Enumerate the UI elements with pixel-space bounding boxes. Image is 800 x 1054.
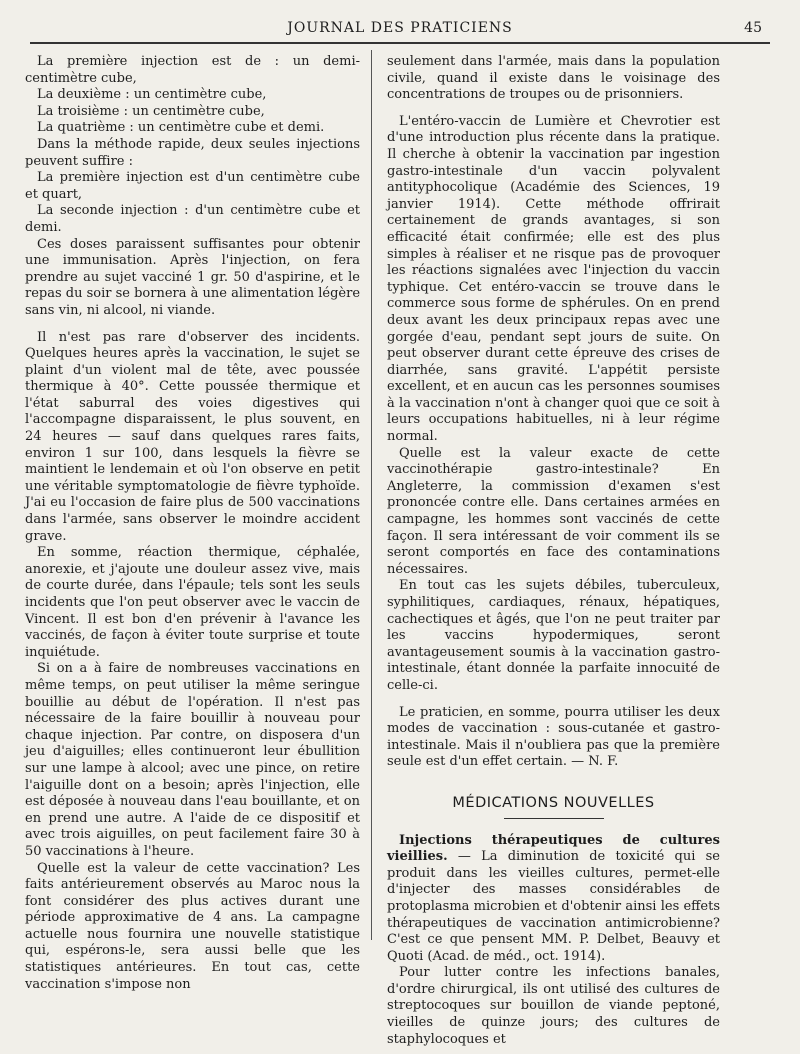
left-paragraph: La deuxième : un centimètre cube, xyxy=(37,87,267,103)
page-header xyxy=(30,14,770,44)
journal-title: JOURNAL DES PRATICIENS xyxy=(287,20,513,36)
column-divider xyxy=(371,50,372,940)
right-column xyxy=(387,54,720,1048)
left-paragraph: La première injection est d'un centimètre cube et quart, xyxy=(25,170,360,202)
left-paragraph: Dans la méthode rapide, deux seules injections peuvent suffire : xyxy=(25,136,360,169)
left-paragraph: En somme, réaction thermique, céphalée, anorexie, et j'ajoute une douleur assez vive, mais de courte durée, dans l'épaule; tels sont les seuls incidents que l'on peut observer avec le vaccin de Vincent. Il est bon d'en prévenir à l'avance les vaccinés, de façon à éviter toute surprise et toute inquiétude. xyxy=(25,545,360,660)
left-paragraph: La quatrième : un centimètre cube et demi. xyxy=(37,120,325,136)
right-paragraph: En tout cas les sujets débiles, tuberculeux, syphilitiques, cardiaques, rénaux, hépatiques, cachectiques et âgés, que l'on ne peut traiter par les vaccins hypodermiques, seront avantageusement soumis à la vaccination gastro-intestinale, étant donnée la parfaite innocuité de celle-ci. xyxy=(387,578,720,693)
left-paragraph: Quelle est la valeur de cette vaccination? Les faits antérieurement observés au Maroc nous la font considérer des plus actives durant une période approximative de 4 ans. La campagne actuelle nous fournira une nouvelle statistique qui, espérons-le, sera aussi belle que les statistiques antérieures. En tout cas, cette vaccination s'impose non xyxy=(25,860,360,992)
right-paragraph: Quelle est la valeur exacte de cette vaccinothérapie gastro-intestinale? En Angleterre, la commission d'examen s'est prononcée contre elle. Dans certaines armées en campagne, les hommes sont vaccinés de cette façon. Il sera intéressant de voir comment ils se seront comportés en face des contaminations nécessaires. xyxy=(387,445,720,577)
right-paragraph: Le praticien, en somme, pourra utiliser les deux modes de vaccination : sous-cutanée et gastro-intestinale. Mais il n'oubliera pas que la première seule est d'un effet certain. — N. F. xyxy=(387,704,720,770)
page-number: 45 xyxy=(744,20,762,36)
right-paragraph: seulement dans l'armée, mais dans la population civile, quand il existe dans le voisinage des concentrations de troupes ou de prisonniers. xyxy=(387,54,720,103)
right-paragraph: L'entéro-vaccin de Lumière et Chevrotier est d'une introduction plus récente dans la pratique. Il cherche à obtenir la vaccination par ingestion gastro-intestinale d'un vaccin polyvalent antityphocolique (Académie des Sciences, 19 janvier 1914). Cette méthode offrirait certainement de grands avantages, si son efficacité était confirmée; elle est des plus simples à réaliser et ne risque pas de provoquer les réactions signalées avec l'injection du vaccin typhique. Cet entéro-vaccin se trouve dans le commerce sous forme de sphérules. On en prend deux avant les deux principaux repas avec une gorgée d'eau, pendant sept jours de suite. On peut observer durant cette épreuve des crises de diarrhée, sans gravité. L'appétit persiste excellent, et en aucun cas les personnes soumises à la vaccination n'ont à changer quoi que ce soit à leurs occupations habituelles, ni à leur régime normal. xyxy=(387,113,720,445)
left-paragraph: La troisième : un centimètre cube, xyxy=(37,103,265,119)
left-column xyxy=(25,54,360,993)
article-paragraph-2: Pour lutter contre les infections banales, d'ordre chirurgical, ils ont utilisé des cultures de streptocoques sur bouillon de viande peptoné, vieilles de quinze jours; des cultures de staphylocoques et xyxy=(387,965,720,1047)
left-paragraph: La première injection est de : un demi-centimètre cube, xyxy=(25,54,360,86)
left-paragraph: La seconde injection : d'un centimètre cube et demi. xyxy=(25,203,360,235)
article-lead: — La diminution de toxicité qui se produit dans les vieilles cultures, permet-elle d'injecter des masses considérables de protoplasma microbien et d'obtenir ainsi les effets thérapeutiques de vaccination antimicrobienne? C'est ce que pensent MM. P. Delbet, Beauvy et Quoti (Acad. de méd., oct. 1914). xyxy=(387,849,720,964)
left-paragraph: Il n'est pas rare d'observer des incidents. Quelques heures après la vaccination, le sujet se plaint d'un violent mal de tête, avec poussée thermique à 40°. Cette poussée thermique et l'état saburral des voies digestives qui l'accompagne disparaissent, le plus souvent, en 24 heures — sauf dans quelques rares faits, environ 1 sur 100, dans lesquels la fièvre se maintient le lendemain et où l'on observe en petit une véritable symptomatologie de fièvre typhoïde. J'ai eu l'occasion de faire plus de 500 vaccinations dans l'armée, sans observer le moindre accident grave. xyxy=(25,329,360,544)
header-rule xyxy=(30,42,770,44)
left-paragraph: Si on a à faire de nombreuses vaccinations en même temps, on peut utiliser la même seringue bouillie au début de l'opération. Il n'est pas nécessaire de la faire bouillir à nouveau pour chaque injection. Par contre, on disposera d'un jeu d'aiguilles; elles continueront leur ébullition sur une lampe à alcool; avec une pince, on retire l'aiguille dont on a besoin; après l'injection, elle est déposée à nouveau dans l'eau bouillante, et on en prend une autre. A l'aide de ce dispositif et avec trois aiguilles, on peut facilement faire 30 à 50 vaccinations à l'heure. xyxy=(25,661,360,859)
left-paragraph: Ces doses paraissent suffisantes pour obtenir une immunisation. Après l'injection, on fera prendre au sujet vacciné 1 gr. 50 d'aspirine, et le repas du soir se bornera à une alimentation légère sans vin, ni alcool, ni viande. xyxy=(25,236,361,318)
section-title: MÉDICATIONS NOUVELLES xyxy=(452,794,655,811)
article-title: Injections thérapeutiques de cultures vieillies. xyxy=(387,832,720,865)
article-paragraph xyxy=(387,833,720,966)
right-column-paragraphs xyxy=(387,54,720,771)
